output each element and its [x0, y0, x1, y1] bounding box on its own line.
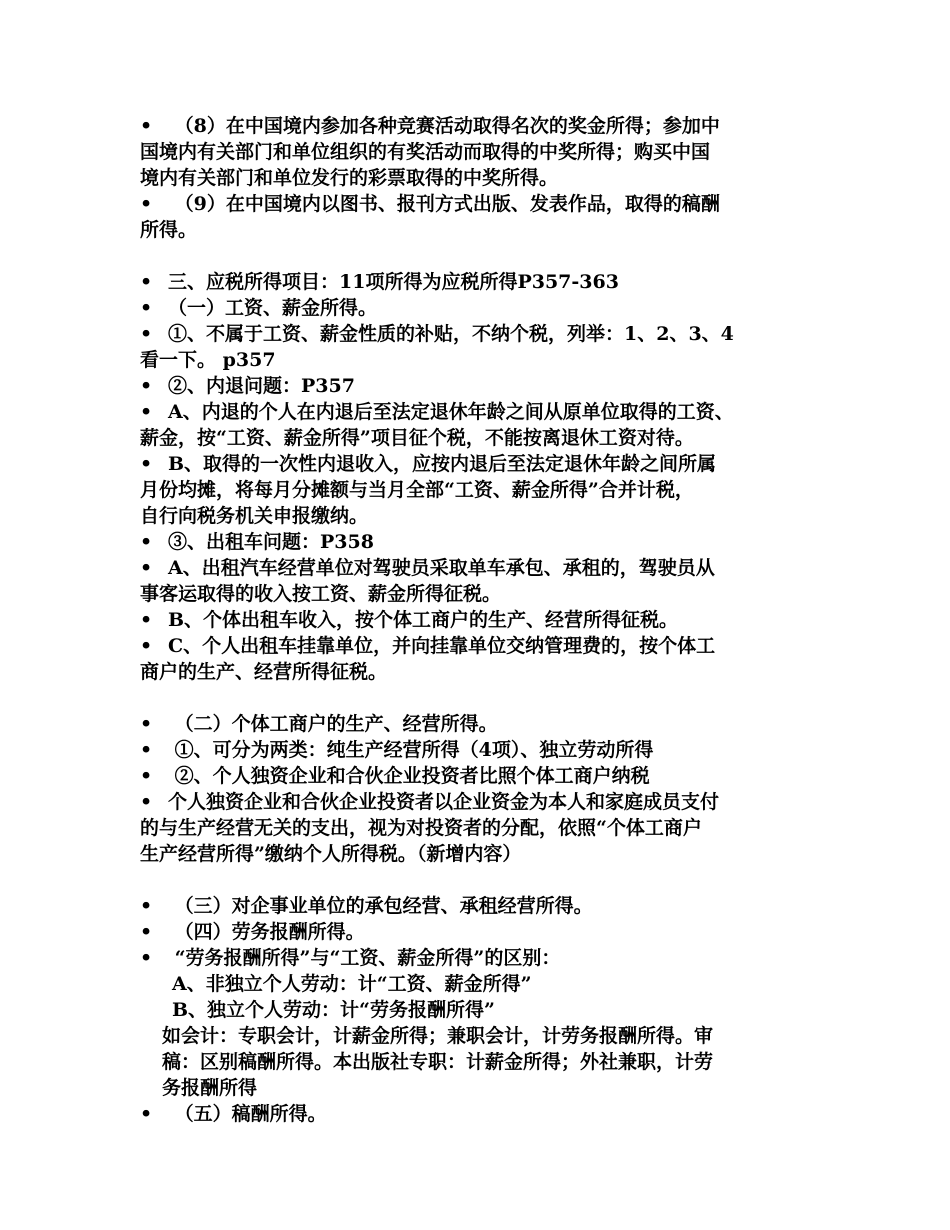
line-text: A、内退的个人在内退后至法定退休年龄之间从原单位取得的工资、	[168, 401, 734, 423]
bullet-item	[140, 555, 812, 581]
line-text: （二）个体工商户的生产、经营所得。	[168, 713, 498, 735]
bullet-item	[140, 399, 812, 425]
line-text: C、个人出租车挂靠单位，并向挂靠单位交纳管理费的，按个体工	[168, 635, 716, 657]
bullet-icon: •	[140, 297, 153, 319]
bullet-icon: •	[140, 271, 153, 293]
text-line	[140, 1023, 812, 1049]
bullet-item	[140, 529, 812, 555]
line-text: ②、内退问题：P357	[168, 375, 355, 397]
text-line	[140, 217, 812, 243]
line-text: （一）工资、薪金所得。	[168, 297, 378, 319]
line-text: （五）稿酬所得。	[168, 1103, 327, 1125]
bullet-icon: •	[140, 115, 153, 137]
bullet-item	[140, 269, 812, 295]
text-line	[140, 347, 812, 373]
bullet-icon: •	[140, 739, 153, 761]
bullet-item	[140, 321, 812, 347]
bullet-icon: •	[140, 557, 153, 579]
text-line	[140, 815, 812, 841]
bullet-item	[140, 789, 812, 815]
blank-line	[140, 243, 812, 269]
text-line	[140, 503, 812, 529]
bullet-item	[140, 373, 812, 399]
text-line	[140, 425, 812, 451]
bullet-item	[140, 295, 812, 321]
bullet-icon: •	[140, 323, 153, 345]
bullet-icon: •	[140, 895, 153, 917]
line-text: 稿：区别稿酬所得。本出版社专职：计薪金所得；外社兼职，计劳	[162, 1051, 714, 1073]
bullet-icon: •	[140, 375, 153, 397]
bullet-icon: •	[140, 791, 153, 813]
text-line	[140, 165, 812, 191]
line-text: ③、出租车问题：P358	[168, 531, 374, 553]
line-text: （四）劳务报酬所得。	[168, 921, 365, 943]
line-text: A、出租汽车经营单位对驾驶员采取单车承包、承租的，驾驶员从	[168, 557, 715, 579]
bullet-icon: •	[140, 453, 153, 475]
bullet-icon: •	[140, 765, 153, 787]
text-line	[140, 139, 812, 165]
bullet-icon: •	[140, 193, 153, 215]
bullet-icon: •	[140, 713, 153, 735]
line-text: ②、个人独资企业和合伙企业投资者比照个体工商户纳税	[168, 765, 650, 787]
line-text: （9）在中国境内以图书、报刊方式出版、发表作品，取得的稿酬	[168, 193, 720, 215]
blank-line	[140, 685, 812, 711]
bullet-item	[140, 607, 812, 633]
line-text: 如会计：专职会计，计薪金所得；兼职会计，计劳务报酬所得。审	[162, 1025, 714, 1047]
bullet-item	[140, 945, 812, 971]
bullet-icon: •	[140, 1103, 153, 1125]
line-text: 个人独资企业和合伙企业投资者以企业资金为本人和家庭成员支付	[168, 791, 720, 813]
bullet-item	[140, 763, 812, 789]
line-text: “劳务报酬所得”与“工资、薪金所得”的区别：	[168, 947, 561, 969]
line-text: 境内有关部门和单位发行的彩票取得的中奖所得。	[140, 167, 559, 189]
blank-line	[140, 867, 812, 893]
line-text: 薪金，按“工资、薪金所得”项目征个税，不能按离退休工资对待。	[140, 427, 694, 449]
bullet-item	[140, 711, 812, 737]
line-text: B、独立个人劳动：计“劳务报酬所得”	[172, 999, 495, 1021]
text-line	[140, 971, 812, 997]
line-text: 商户的生产、经营所得征税。	[140, 661, 388, 683]
line-text: 务报酬所得	[162, 1077, 258, 1099]
bullet-icon: •	[140, 921, 153, 943]
line-text: B、个体出租车收入，按个体工商户的生产、经营所得征税。	[168, 609, 679, 631]
bullet-item	[140, 919, 812, 945]
bullet-icon: •	[140, 401, 153, 423]
text-line	[140, 581, 812, 607]
line-text: ①、可分为两类：纯生产经营所得（4项）、独立劳动所得	[168, 739, 654, 761]
line-text: B、取得的一次性内退收入，应按内退后至法定退休年龄之间所属	[168, 453, 717, 475]
bullet-icon: •	[140, 609, 153, 631]
bullet-icon: •	[140, 531, 153, 553]
bullet-item	[140, 451, 812, 477]
line-text: 国境内有关部门和单位组织的有奖活动而取得的中奖所得；购买中国	[140, 141, 711, 163]
line-text: 事客运取得的收入按工资、薪金所得征税。	[140, 583, 502, 605]
line-text: 生产经营所得”缴纳个人所得税。（新增内容）	[140, 843, 522, 865]
text-line	[140, 997, 812, 1023]
line-text: A、非独立个人劳动：计“工资、薪金所得”	[172, 973, 532, 995]
line-text: （8）在中国境内参加各种竞赛活动取得名次的奖金所得；参加中	[168, 115, 720, 137]
bullet-item	[140, 737, 812, 763]
line-text: 月份均摊，将每月分摊额与当月全部“工资、薪金所得”合并计税，	[140, 479, 694, 501]
line-text: 所得。	[140, 219, 198, 241]
bullet-icon: •	[140, 947, 153, 969]
text-line	[140, 659, 812, 685]
line-text: 的与生产经营无关的支出，视为对投资者的分配，依照“个体工商户	[140, 817, 702, 839]
text-line	[140, 477, 812, 503]
line-text: 看一下。 p357	[140, 349, 276, 371]
bullet-item	[140, 633, 812, 659]
bullet-item	[140, 191, 812, 217]
text-line	[140, 1075, 812, 1101]
bullet-item	[140, 113, 812, 139]
line-text: 自行向税务机关申报缴纳。	[140, 505, 369, 527]
line-text: 三、应税所得项目：11项所得为应税所得P357-363	[168, 271, 619, 293]
text-line	[140, 1049, 812, 1075]
bullet-item	[140, 1101, 812, 1127]
text-line	[140, 841, 812, 867]
line-text: （三）对企事业单位的承包经营、承租经营所得。	[168, 895, 593, 917]
bullet-item	[140, 893, 812, 919]
document-body	[140, 113, 812, 1127]
line-text: ①、不属于工资、薪金性质的补贴，不纳个税，列举：1、2、3、4	[168, 323, 734, 345]
bullet-icon: •	[140, 635, 153, 657]
